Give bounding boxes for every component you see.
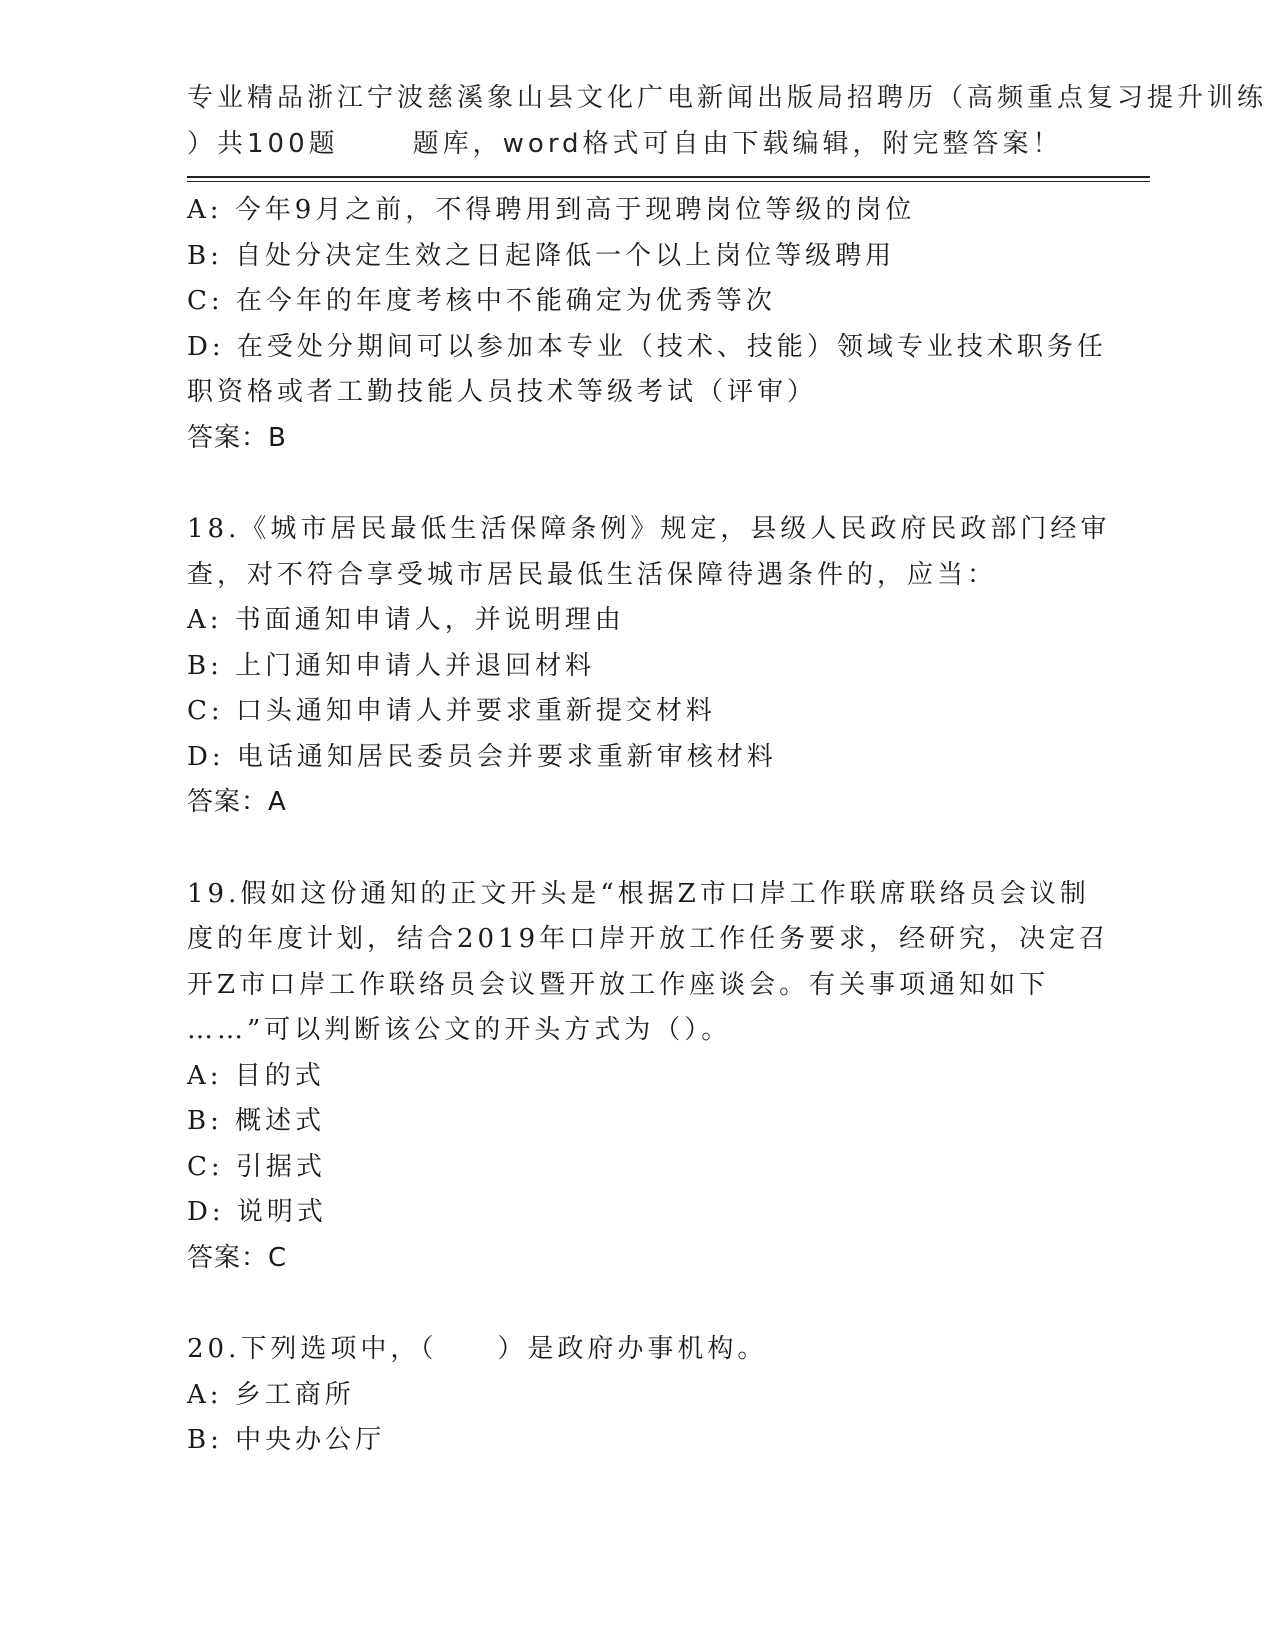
option-c: C: 在今年的年度考核中不能确定为优秀等次 bbox=[187, 286, 776, 316]
question-stem-continued: 查，对不符合享受城市居民最低生活保障待遇条件的，应当： bbox=[187, 559, 998, 590]
question-stem-continued: 开Z市口岸工作联络员会议暨开放工作座谈会。有关事项通知如下 bbox=[187, 969, 1050, 1000]
answer-label: 答案：C bbox=[187, 1242, 288, 1273]
question-content bbox=[187, 188, 1111, 1464]
option-c: C: 引据式 bbox=[187, 1151, 326, 1182]
answer-label: 答案：A bbox=[187, 787, 287, 817]
option-b: B: 自处分决定生效之日起降低一个以上岗位等级聘用 bbox=[187, 240, 896, 271]
question-20 bbox=[187, 1327, 1067, 1464]
header-question-count: ）共100题 bbox=[187, 128, 339, 159]
question-stem: 20.下列选项中，（ ）是政府办事机构。 bbox=[187, 1334, 768, 1364]
header-description: 题库，word格式可自由下载编辑，附完整答案！ bbox=[412, 128, 1063, 159]
question-stem-continued: ……”可以判断该公文的开头方式为（）。 bbox=[187, 1015, 732, 1045]
option-b: B: 概述式 bbox=[187, 1106, 326, 1136]
option-a: A: 目的式 bbox=[187, 1060, 325, 1091]
header-title-line-2 bbox=[187, 122, 1087, 168]
header-title-line-1: 专业精品浙江宁波慈溪象山县文化广电新闻出版局招聘历（高频重点复习提升训练 bbox=[187, 83, 1268, 113]
question-stem: 19.假如这份通知的正文开头是“根据Z市口岸工作联席联络员会议制 bbox=[187, 878, 1090, 909]
question-19 bbox=[187, 872, 1110, 1282]
option-d: D: 电话通知居民委员会并要求重新审核材料 bbox=[187, 741, 777, 772]
option-d: D: 在受处分期间可以参加本专业（技术、技能）领域专业技术职务任 bbox=[187, 331, 1107, 362]
header-divider-thick bbox=[187, 176, 1150, 178]
option-a: A: 书面通知申请人，并说明理由 bbox=[187, 605, 625, 635]
option-b: B: 上门通知申请人并退回材料 bbox=[187, 650, 596, 681]
option-d: D: 说明式 bbox=[187, 1197, 327, 1227]
header-divider-thin bbox=[187, 181, 1150, 182]
option-d-continued: 职资格或者工勤技能人员技术等级考试（评审） bbox=[187, 377, 818, 407]
option-b: B: 中央办公厅 bbox=[187, 1425, 386, 1455]
answer-label: 答案：B bbox=[187, 422, 287, 453]
question-18 bbox=[187, 507, 1111, 826]
page-header bbox=[187, 76, 1268, 167]
option-a: A: 今年9月之前，不得聘用到高于现聘岗位等级的岗位 bbox=[187, 195, 916, 225]
question-17 bbox=[187, 188, 1107, 461]
question-stem-continued: 度的年度计划，结合2019年口岸开放工作任务要求，经研究，决定召 bbox=[187, 924, 1110, 954]
option-c: C: 口头通知申请人并要求重新提交材料 bbox=[187, 696, 716, 726]
option-a: A: 乡工商所 bbox=[187, 1379, 355, 1410]
question-stem: 18.《城市居民最低生活保障条例》规定，县级人民政府民政部门经审 bbox=[187, 514, 1111, 544]
